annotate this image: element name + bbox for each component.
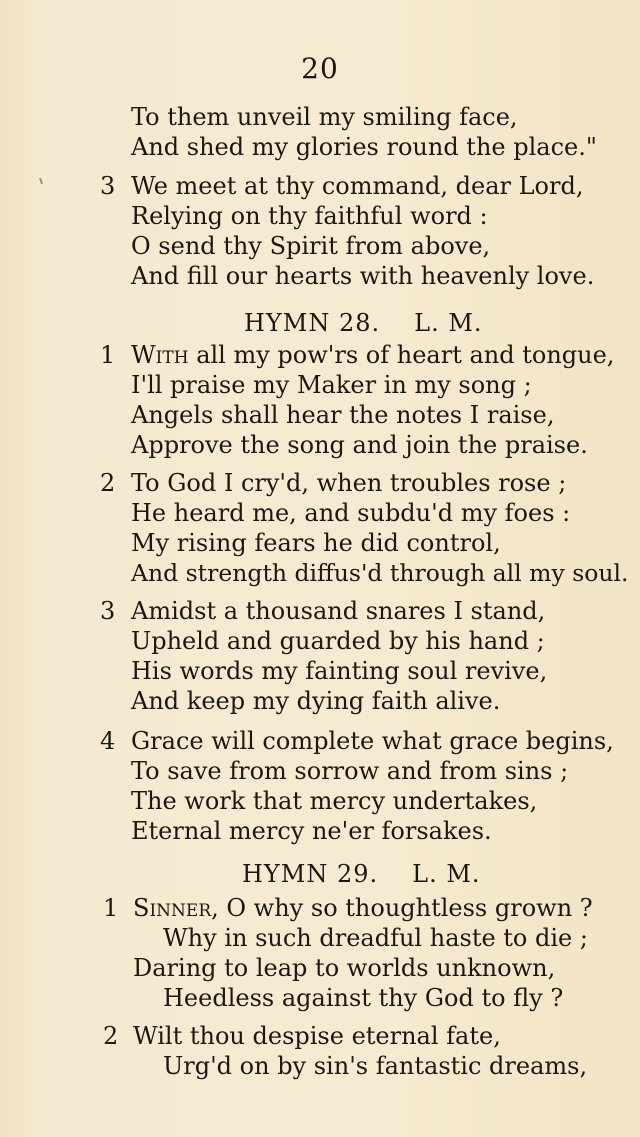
- verse-line: Relying on thy faithful word :: [131, 202, 488, 230]
- verse-number: 1: [100, 341, 116, 369]
- verse-line: O send thy Spirit from above,: [131, 232, 491, 260]
- verse-line: We meet at thy command, dear Lord,: [131, 172, 584, 200]
- verse-line: Amidst a thousand snares I stand,: [131, 597, 546, 625]
- verse-line: Eternal mercy ne'er forsakes.: [131, 817, 492, 845]
- verse-line: My rising fears he did control,: [131, 529, 501, 557]
- verse-line: Approve the song and join the praise.: [131, 431, 588, 459]
- verse-line: Sinner, O why so thoughtless grown ?: [133, 894, 593, 922]
- verse-line: He heard me, and subdu'd my foes :: [131, 499, 571, 527]
- verse-line: The work that mercy undertakes,: [131, 787, 538, 815]
- first-word: Sinner,: [133, 894, 219, 922]
- hymn-meter: L. M.: [412, 860, 481, 888]
- hymn-title: HYMN 29.: [242, 860, 379, 888]
- verse-line: To save from sorrow and from sins ;: [131, 757, 569, 785]
- verse-number: 2: [100, 469, 116, 497]
- verse-line: And strength diffus'd through all my soul.: [131, 559, 629, 587]
- verse-line: Grace will complete what grace begins,: [131, 727, 614, 755]
- hymn-29-heading: [242, 860, 481, 888]
- verse-line: Upheld and guarded by his hand ;: [131, 627, 545, 655]
- verse-line: His words my fainting soul revive,: [131, 657, 548, 685]
- first-word: With: [131, 341, 189, 369]
- verse-line: Wilt thou despise eternal fate,: [133, 1022, 501, 1050]
- continuation-line: And shed my glories round the place.": [131, 133, 597, 161]
- verse-number: 1: [103, 894, 119, 922]
- hymn-meter: L. M.: [414, 309, 483, 337]
- verse-line: And keep my dying faith alive.: [131, 687, 501, 715]
- continuation-line: To them unveil my smiling face,: [131, 103, 518, 131]
- verse-line: Daring to leap to worlds unknown,: [133, 954, 556, 982]
- hymn-28-heading: [244, 309, 483, 337]
- verse-line: Why in such dreadful haste to die ;: [163, 924, 588, 952]
- verse-line: Angels shall hear the notes I raise,: [131, 401, 555, 429]
- verse-number: 3: [100, 172, 116, 200]
- verse-line: Urg'd on by sin's fantastic dreams,: [163, 1052, 588, 1080]
- verse-line: Heedless against thy God to fly ?: [163, 984, 564, 1012]
- verse-line: With all my pow'rs of heart and tongue,: [131, 341, 615, 369]
- verse-number: 4: [100, 727, 116, 755]
- verse-number: 3: [100, 597, 116, 625]
- verse-number: 2: [103, 1022, 119, 1050]
- verse-line: I'll praise my Maker in my song ;: [131, 371, 532, 399]
- hymn-title: HYMN 28.: [244, 309, 381, 337]
- paper-speck: [39, 178, 43, 184]
- verse-line: To God I cry'd, when troubles rose ;: [131, 469, 567, 497]
- page-number: 20: [301, 52, 339, 85]
- verse-line: And fill our hearts with heavenly love.: [131, 262, 595, 290]
